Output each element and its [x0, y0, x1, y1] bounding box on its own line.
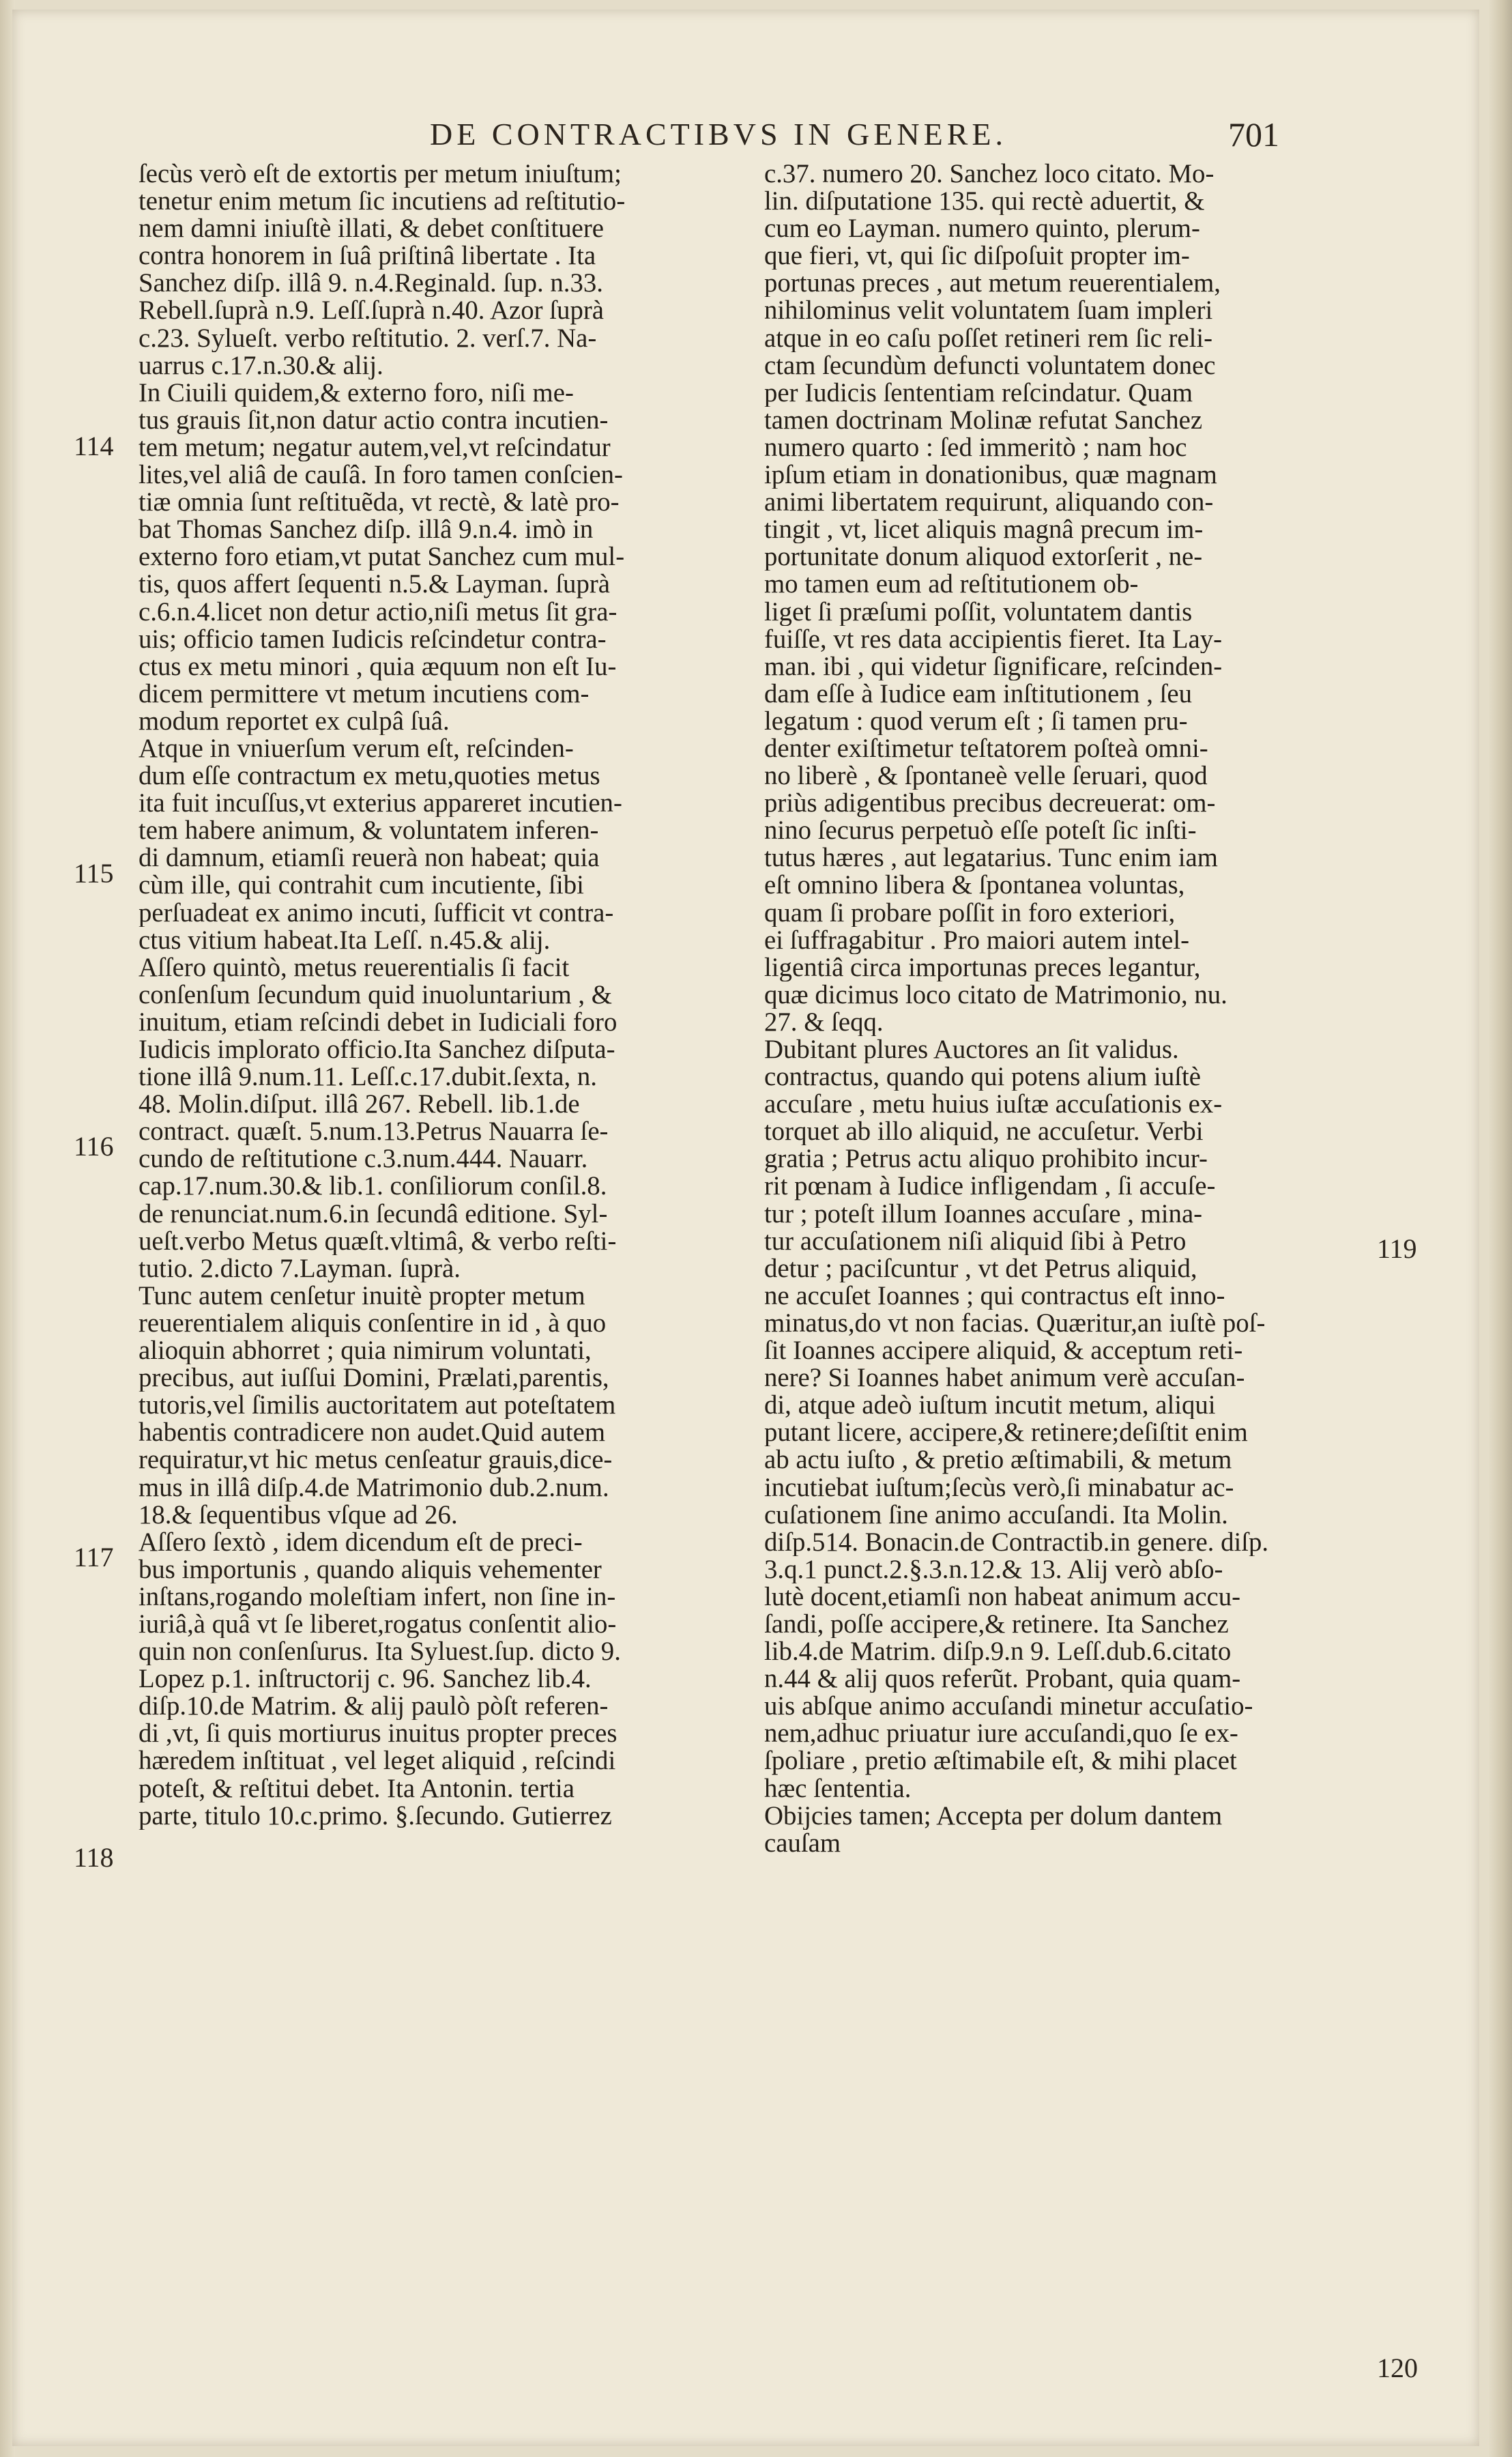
text-line	[764, 1310, 1358, 1337]
text-line-content: ab actu iuſto , & pretio æſtimabili, & metum	[764, 1446, 1232, 1474]
text-line-content: alioquin abhorret ; quia nimirum voluntati,	[139, 1337, 592, 1365]
text-line	[139, 1145, 727, 1173]
text-line	[764, 1775, 1358, 1802]
text-line	[139, 1611, 727, 1638]
text-line	[139, 297, 727, 324]
text-line-content: tus grauis ſit,non datur actio contra incutien-	[139, 406, 609, 434]
page-number: 701	[1228, 115, 1279, 154]
text-line-content: quæ dicimus loco citato de Matrimonio, nu.	[764, 981, 1227, 1009]
text-line	[764, 599, 1358, 626]
text-line-content: torquet ab illo aliquid, ne accuſetur. Verbi	[764, 1118, 1204, 1146]
text-line	[764, 1228, 1358, 1255]
text-line-content: tutoris,vel ſimilis auctoritatem aut poteſtatem	[139, 1392, 616, 1420]
text-line-content: Lopez p.1. inſtructorij c. 96. Sanchez lib.4.	[139, 1665, 592, 1693]
text-line	[764, 1802, 1358, 1830]
text-line	[139, 981, 727, 1009]
text-line-content: ſandi, poſſe accipere,& retinere. Ita Sanchez	[764, 1610, 1229, 1639]
text-line-content: c.6.n.4.licet non detur actio,niſi metus ſit gra-	[139, 598, 617, 626]
text-line-content: uarrus c.17.n.30.& alij.	[139, 351, 383, 379]
text-line-content: mo tamen eum ad reſtitutionem ob-	[764, 571, 1139, 599]
text-line-content: lin. diſputatione 135. qui rectè aduertit, &	[764, 188, 1205, 216]
text-line	[764, 872, 1358, 899]
text-line-content: Aſſero ſextò , idem dicendum eſt de preci-	[139, 1528, 583, 1556]
text-line-content: animi libertatem requirunt, aliquando con-	[764, 489, 1214, 517]
text-line-content: di ,vt, ſi quis mortiurus inuitus propter preces	[139, 1720, 617, 1748]
text-line	[764, 981, 1358, 1009]
text-line-content: numero quarto : ſed immeritò ; nam hoc	[764, 433, 1187, 462]
text-line	[764, 160, 1358, 188]
text-line	[764, 215, 1358, 242]
text-line	[764, 1830, 1358, 1857]
text-line-content: gratia ; Petrus actu aliquo prohibito incur-	[764, 1145, 1208, 1173]
text-line-content: cauſam	[764, 1829, 841, 1857]
text-line	[139, 626, 727, 653]
text-line-content: tutio. 2.dicto 7.Layman. ſuprà.	[139, 1254, 461, 1282]
text-line	[764, 1556, 1358, 1583]
text-line	[139, 1392, 727, 1419]
text-line	[139, 735, 727, 762]
text-line	[764, 762, 1358, 790]
text-line-content: ſecùs verò eſt de extortis per metum iniuſtum;	[139, 160, 622, 188]
text-line-content: cùm ille, qui contrahit cum incutiente, ſibi	[139, 872, 584, 900]
text-line-content: di damnum, etiamſi reuerà non habeat; quia	[139, 844, 600, 872]
text-line	[139, 1228, 727, 1255]
text-line	[764, 188, 1358, 215]
text-line-content: ſpoliare , pretio æſtimabile eſt, & mihi placet	[764, 1747, 1237, 1775]
text-line-content: portunitate donum aliquod extorſerit , ne-	[764, 543, 1203, 571]
text-line	[764, 379, 1358, 407]
text-line-content: ligentiâ circa importunas preces legantur,	[764, 953, 1201, 981]
text-line	[764, 790, 1358, 817]
text-line	[139, 1255, 727, 1282]
text-line	[139, 1091, 727, 1118]
text-line	[139, 352, 727, 379]
text-line-content: lib.4.de Matrim. diſp.9.n 9. Leſſ.dub.6.citato	[764, 1638, 1232, 1666]
text-line-content: cuſationem ſine animo accuſandi. Ita Molin.	[764, 1501, 1228, 1529]
text-line-content: priùs adigentibus precibus decreuerat: om-	[764, 790, 1216, 818]
text-line-content: Aſſero quintò, metus reuerentialis ſi facit	[139, 953, 570, 981]
text-line	[139, 680, 727, 708]
text-line	[764, 1693, 1358, 1720]
text-line-content: quin non conſenſurus. Ita Syluest.ſup. dicto 9.	[139, 1638, 621, 1666]
text-line-content: 48. Molin.diſput. illâ 267. Rebell. lib.1.de	[139, 1091, 580, 1119]
text-line-content: parte, titulo 10.c.primo. §.ſecundo. Gutierrez	[139, 1802, 612, 1830]
text-line-content: conſenſum ſecundum quid inuoluntarium , &	[139, 981, 612, 1009]
text-line	[139, 1036, 727, 1063]
text-line-content: tiæ omnia ſunt reſtituẽda, vt rectè, & latè pro-	[139, 489, 620, 517]
text-line	[139, 1118, 727, 1145]
text-line-content: no liberè , & ſpontaneè velle ſeruari, quod	[764, 762, 1208, 790]
text-line-content: nem damni iniuſtè illati, & debet conſtituere	[139, 215, 604, 243]
text-line	[139, 653, 727, 680]
text-line	[764, 1665, 1358, 1693]
text-line	[764, 543, 1358, 571]
text-line-content: Rebell.ſuprà n.9. Leſſ.ſuprà n.40. Azor ſuprà	[139, 297, 604, 325]
text-line	[764, 407, 1358, 434]
text-line	[764, 927, 1358, 954]
text-line-content: tenetur enim metum ſic incutiens ad reſtitutio-	[139, 188, 626, 216]
text-line-content: ueſt.verbo Metus quæſt.vltimâ, & verbo reſti-	[139, 1227, 617, 1255]
text-line	[139, 599, 727, 626]
margin-number-114: 114	[74, 431, 114, 461]
text-line-content: accuſare , metu huius iuſtæ accuſationis ex-	[764, 1091, 1223, 1119]
text-line	[764, 626, 1358, 653]
text-line	[764, 1747, 1358, 1774]
text-line	[764, 461, 1358, 489]
text-line-content: ei ſuffragabitur . Pro maiori autem intel-	[764, 926, 1190, 954]
text-line	[764, 434, 1358, 461]
text-line	[764, 297, 1358, 324]
text-line	[764, 270, 1358, 297]
text-line	[139, 571, 727, 598]
text-line	[764, 352, 1358, 379]
text-line-content: ctus vitium habeat.Ita Leſſ. n.45.& alij.	[139, 926, 551, 954]
text-line	[139, 1775, 727, 1802]
text-line	[139, 844, 727, 872]
text-line	[764, 817, 1358, 844]
text-line-content: man. ibi , qui videtur ſignificare, reſcinden-	[764, 652, 1223, 680]
text-line	[139, 188, 727, 215]
text-line	[139, 1556, 727, 1583]
text-line	[139, 1802, 727, 1830]
left-column	[139, 160, 727, 1830]
text-line	[764, 1419, 1358, 1446]
text-line	[139, 1337, 727, 1364]
text-line-content: Iudicis implorato officio.Ita Sanchez diſputa-	[139, 1036, 615, 1064]
text-line-content: portunas preces , aut metum reuerentialem,	[764, 270, 1221, 298]
text-line-content: ſit Ioannes accipere aliquid, & acceptum reti-	[764, 1337, 1243, 1365]
text-line	[139, 242, 727, 270]
text-line-content: 18.& ſequentibus vſque ad 26.	[139, 1501, 458, 1529]
text-line-content: detur ; paciſcuntur , vt det Petrus aliquid,	[764, 1254, 1197, 1282]
text-line	[139, 1173, 727, 1200]
text-line-content: tur accuſationem niſi aliquid ſibi à Petro	[764, 1227, 1187, 1255]
text-line-content: ctam ſecundùm defuncti voluntatem donec	[764, 351, 1216, 379]
text-line	[139, 407, 727, 434]
text-line-content: cundo de reſtitutione c.3.num.444. Nauarr.	[139, 1145, 588, 1173]
text-line-content: hæredem inſtituat , vel leget aliquid , reſcindi	[139, 1747, 616, 1775]
text-line	[764, 1118, 1358, 1145]
text-line	[139, 708, 727, 735]
text-line	[139, 1310, 727, 1337]
text-line	[764, 242, 1358, 270]
margin-number-117: 117	[74, 1542, 114, 1572]
text-line	[139, 489, 727, 516]
text-line	[764, 1392, 1358, 1419]
text-line	[764, 1201, 1358, 1228]
text-line-content: de renunciat.num.6.in ſecundâ editione. Syl-	[139, 1200, 608, 1228]
text-line	[139, 160, 727, 188]
text-line-content: perſuadeat ex animo incuti, ſufficit vt contra-	[139, 899, 614, 927]
text-line-content: fuiſſe, vt res data accipientis fieret. Ita Lay-	[764, 625, 1223, 653]
text-line-content: hæc ſententia.	[764, 1774, 912, 1802]
text-line	[139, 325, 727, 352]
text-line	[764, 1282, 1358, 1310]
text-line	[764, 1446, 1358, 1474]
text-line	[139, 872, 727, 899]
text-line	[139, 1063, 727, 1091]
text-line	[764, 1611, 1358, 1638]
text-line	[139, 1419, 727, 1446]
text-line-content: c.23. Sylueſt. verbo reſtitutio. 2. verſ.7. Na-	[139, 324, 597, 352]
text-line	[139, 516, 727, 543]
text-line-content: per Iudicis ſententiam reſcindatur. Quam	[764, 379, 1193, 407]
text-line-content: 3.q.1 punct.2.§.3.n.12.& 13. Alij verò abſo-	[764, 1555, 1223, 1583]
text-line-content: modum reportet ex culpâ ſuâ.	[139, 707, 450, 735]
text-line-content: uis; officio tamen Iudicis reſcindetur contra-	[139, 625, 607, 653]
text-line-content: rit pœnam à Iudice infligendam , ſi accuſe-	[764, 1173, 1216, 1201]
text-line	[764, 571, 1358, 598]
text-line	[764, 1145, 1358, 1173]
text-line-content: poteſt, & reſtitui debet. Ita Antonin. tertia	[139, 1774, 575, 1802]
text-line	[139, 379, 727, 407]
text-line-content: ne accuſet Ioannes ; qui contractus eſt inno-	[764, 1282, 1225, 1310]
right-column	[764, 160, 1358, 1857]
text-line	[764, 900, 1358, 927]
text-line-content: Dubitant plures Auctores an ſit validus.	[764, 1036, 1179, 1064]
text-line-content: Sanchez diſp. illâ 9. n.4.Reginald. ſup. n.33.	[139, 270, 603, 298]
text-line-content: nem,adhuc priuatur iure accuſandi,quo ſe ex-	[764, 1720, 1238, 1748]
text-line-content: dum eſſe contractum ex metu,quoties metus	[139, 762, 600, 790]
text-line	[139, 1009, 727, 1036]
text-line	[764, 1364, 1358, 1392]
text-line	[764, 1583, 1358, 1611]
text-line	[139, 1665, 727, 1693]
text-line-content: uis abſque animo accuſandi minetur accuſatio-	[764, 1693, 1253, 1721]
text-line-content: diſp.10.de Matrim. & alij paulò pòſt referen-	[139, 1693, 609, 1721]
text-line	[139, 1693, 727, 1720]
text-line-content: externo foro etiam,vt putat Sanchez cum mul-	[139, 543, 625, 571]
text-line-content: putant licere, accipere,& retinere;deſiſtit enim	[764, 1419, 1248, 1447]
text-line-content: tione illâ 9.num.11. Leſſ.c.17.dubit.ſexta, n.	[139, 1063, 597, 1091]
text-line	[764, 489, 1358, 516]
text-line-content: ipſum etiam in donationibus, quæ magnam	[764, 461, 1217, 489]
text-line	[139, 461, 727, 489]
text-line-content: tem metum; negatur autem,vel,vt reſcindatur	[139, 433, 611, 462]
text-line-content: iuriâ,à quâ vt ſe liberet,rogatus conſentit alio-	[139, 1610, 617, 1639]
text-line-content: Obijcies tamen; Accepta per dolum dantem	[764, 1802, 1223, 1830]
text-line-content: Tunc autem cenſetur inuitè propter metum	[139, 1282, 585, 1310]
text-line	[764, 954, 1358, 981]
text-line	[764, 1063, 1358, 1091]
text-line-content: contra honorem in ſuâ priſtinâ libertate . Ita	[139, 242, 596, 270]
text-line	[764, 1502, 1358, 1529]
text-line	[764, 653, 1358, 680]
text-line-content: inuitum, etiam reſcindi debet in Iudiciali foro	[139, 1008, 617, 1036]
text-line	[139, 1747, 727, 1774]
text-line-content: mus in illâ diſp.4.de Matrimonio dub.2.num.	[139, 1474, 609, 1502]
text-line-content: diſp.514. Bonacin.de Contractib.in genere. diſp.	[764, 1528, 1269, 1556]
text-line	[764, 1173, 1358, 1200]
text-line	[764, 708, 1358, 735]
text-line	[139, 215, 727, 242]
text-line	[139, 1720, 727, 1747]
text-line	[764, 680, 1358, 708]
text-line-content: 27. & ſeqq.	[764, 1008, 884, 1036]
margin-number-115: 115	[74, 858, 114, 889]
text-line-content: nino ſecurus perpetuò eſſe poteſt ſic inſti-	[764, 817, 1197, 845]
text-line	[764, 844, 1358, 872]
text-line	[139, 762, 727, 790]
text-line	[764, 1255, 1358, 1282]
text-line	[139, 1364, 727, 1392]
text-line-content: contract. quæſt. 5.num.13.Petrus Nauarra ſe-	[139, 1118, 609, 1146]
text-line-content: precibus, aut iuſſui Domini, Prælati,parentis,	[139, 1364, 609, 1392]
text-line	[139, 434, 727, 461]
text-line-content: lutè docent,etiamſi non habeat animum accu-	[764, 1583, 1241, 1611]
page-edge	[1489, 0, 1512, 2457]
text-line	[764, 1036, 1358, 1063]
text-line	[764, 516, 1358, 543]
text-line-content: tis, quos affert ſequenti n.5.& Layman. ſuprà	[139, 571, 610, 599]
text-line-content: ita fuit incuſſus,vt exterius appareret incutien-	[139, 790, 622, 818]
text-line	[139, 270, 727, 297]
text-line	[139, 900, 727, 927]
text-line	[139, 954, 727, 981]
text-line-content: tamen doctrinam Molinæ refutat Sanchez	[764, 406, 1203, 434]
text-line-content: tur ; poteſt illum Ioannes accuſare , mina-	[764, 1200, 1203, 1228]
text-line	[764, 1720, 1358, 1747]
text-line-content: reuerentialem aliquis conſentire in id , à quo	[139, 1309, 607, 1338]
text-line	[139, 1502, 727, 1529]
text-line	[139, 927, 727, 954]
text-line-content: bus importunis , quando aliquis vehementer	[139, 1555, 602, 1583]
text-line-content: minatus,do vt non facias. Quæritur,an iuſtè poſ-	[764, 1309, 1266, 1338]
text-line-content: lites,vel aliâ de cauſâ. In foro tamen conſcien-	[139, 461, 623, 489]
text-line	[764, 325, 1358, 352]
text-line-content: contractus, quando qui potens alium iuſtè	[764, 1063, 1202, 1091]
text-line	[139, 1446, 727, 1474]
text-line-content: cum eo Layman. numero quinto, plerum-	[764, 215, 1200, 243]
text-line-content: legatum : quod verum eſt ; ſi tamen pru-	[764, 707, 1188, 735]
text-line-content: n.44 & alij quos referũt. Probant, quia quam-	[764, 1665, 1241, 1693]
margin-number-118: 118	[74, 1842, 114, 1873]
text-line-content: In Ciuili quidem,& externo foro, niſi me-	[139, 379, 574, 407]
text-line-content: incutiebat iuſtum;ſecùs verò,ſi minabatur ac-	[764, 1474, 1234, 1502]
text-line	[139, 1583, 727, 1611]
text-line-content: tingit , vt, licet aliquis magnâ precum im-	[764, 516, 1204, 544]
text-line-content: nere? Si Ioannes habet animum verè accuſan-	[764, 1364, 1245, 1392]
text-line-content: tutus hæres , aut legatarius. Tunc enim iam	[764, 844, 1218, 872]
text-line-content: inſtans,rogando moleſtiam infert, non ſine in-	[139, 1583, 616, 1611]
text-line-content: cap.17.num.30.& lib.1. conſiliorum conſil.8.	[139, 1173, 607, 1201]
margin-number-120: 120	[1377, 2353, 1418, 2383]
text-line	[764, 1337, 1358, 1364]
text-line	[139, 1638, 727, 1665]
text-line	[764, 735, 1358, 762]
text-line	[139, 790, 727, 817]
margin-number-116: 116	[74, 1131, 114, 1162]
text-line-content: dam eſſe à Iudice eam inſtitutionem , ſeu	[764, 680, 1193, 708]
text-line	[139, 1201, 727, 1228]
text-line-content: nihilominus velit voluntatem ſuam impleri	[764, 297, 1213, 325]
text-line	[139, 1474, 727, 1502]
text-line	[139, 543, 727, 571]
text-line-content: ctus ex metu minori , quia æquum non eſt Iu-	[139, 652, 617, 680]
text-line-content: que fieri, vt, qui ſic diſpoſuit propter im-	[764, 242, 1190, 270]
text-line-content: quam ſi probare poſſit in foro exteriori,	[764, 899, 1176, 927]
text-line-content: denter exiſtimetur teſtatorem poſteà omni-	[764, 734, 1208, 763]
text-line	[139, 817, 727, 844]
text-line	[764, 1009, 1358, 1036]
text-line	[139, 1529, 727, 1556]
text-line-content: di, atque adeò iuſtum incutit metum, aliqui	[764, 1392, 1216, 1420]
text-line	[764, 1529, 1358, 1556]
text-line-content: dicem permittere vt metum incutiens com-	[139, 680, 590, 708]
text-line-content: atque in eo caſu poſſet retineri rem ſic reli-	[764, 324, 1213, 352]
text-line-content: Atque in vniuerſum verum eſt, reſcinden-	[139, 734, 574, 763]
margin-number-119: 119	[1377, 1233, 1417, 1264]
text-line	[139, 1282, 727, 1310]
running-head: DE CONTRACTIBVS IN GENERE.	[430, 117, 1007, 152]
text-line	[764, 1091, 1358, 1118]
text-line-content: tem habere animum, & voluntatem inferen-	[139, 817, 599, 845]
text-line-content: requiratur,vt hic metus cenſeatur grauis,dice-	[139, 1446, 613, 1474]
text-line	[764, 1638, 1358, 1665]
text-line-content: eſt omnino libera & ſpontanea voluntas,	[764, 872, 1185, 900]
text-line-content: liget ſi præſumi poſſit, voluntatem dantis	[764, 598, 1193, 626]
text-line-content: habentis contradicere non audet.Quid autem	[139, 1419, 606, 1447]
text-line-content: c.37. numero 20. Sanchez loco citato. Mo-	[764, 160, 1215, 188]
text-line	[764, 1474, 1358, 1502]
text-line-content: bat Thomas Sanchez diſp. illâ 9.n.4. imò in	[139, 516, 594, 544]
